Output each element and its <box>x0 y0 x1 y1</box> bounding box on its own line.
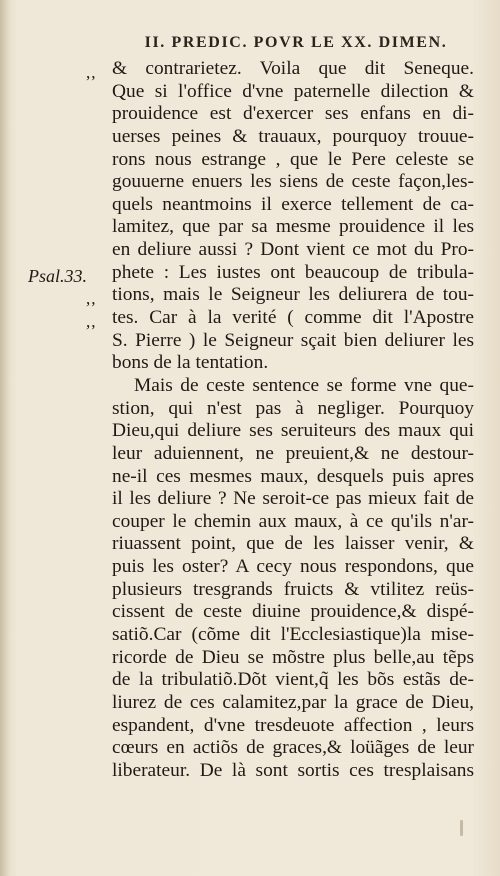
text-line: uerses peines & trauaux, pourquoy trouue- <box>112 125 474 147</box>
text-line: cœurs en actiõs de graces,& loüãges de leur <box>112 737 474 759</box>
text-line: ricorde de Dieu se mõstre plus belle,au tẽps <box>112 646 474 668</box>
quote-mark: ,, <box>86 312 97 331</box>
text-line: liurez de ces calamitez,par la grace de Dieu, <box>112 691 474 713</box>
text-line: prouidence est d'exercer ses enfans en di- <box>112 103 474 125</box>
text-line: tions, mais le Seigneur les deliurera de tou- <box>112 284 474 306</box>
text-line: puis les oster? A cecy nous respondons, que <box>112 556 474 578</box>
paper-mark <box>460 820 463 836</box>
text-line: de la tribulatiõ.Dõt vient,q̃ les bõs estãs de- <box>112 669 474 691</box>
text-line: quels neantmoins il exerce tellement de ca- <box>112 193 474 215</box>
text-line: phete : Les iustes ont beaucoup de tribula- <box>112 261 474 283</box>
quote-mark: ,, <box>86 289 97 308</box>
text-line: ne-il ces mesmes maux, desquels puis apres <box>112 465 474 487</box>
body-text <box>112 58 474 783</box>
text-line: stion, qui n'est pas à negliger. Pourquoy <box>112 397 474 419</box>
text-line: plusieurs tresgrands fruicts & vtilitez reüs- <box>112 578 474 600</box>
text-line: cissent de ceste diuine prouidence,& dispé- <box>112 601 474 623</box>
text-line: riuassent point, que de les laisser venir, & <box>112 533 474 555</box>
text-line: Que si l'office d'vne paternelle dilection & <box>112 80 474 102</box>
text-line: couper le chemin aux maux, à ce qu'ils n'ar- <box>112 510 474 532</box>
gutter-shadow <box>0 0 10 876</box>
text-line: Mais de ceste sentence se forme vne que- <box>134 374 474 396</box>
text-line: espandent, d'vne tresdeuote affection , leurs <box>112 714 474 736</box>
quote-mark: ,, <box>86 63 97 82</box>
text-line: satiõ.Car (cõme dit l'Ecclesiastique)la mise- <box>112 624 474 646</box>
text-line: & contrarietez. Voila que dit Seneque. <box>112 58 474 79</box>
text-line: Dieu,qui deliure ses seruiteurs des maux qui <box>112 420 474 442</box>
text-line: gouuerne enuers les siens de ceste façon,les- <box>112 171 474 193</box>
text-line: S. Pierre ) le Seigneur sçait bien deliurer les <box>112 329 474 351</box>
running-head: II. PREDIC. POVR LE XX. DIMEN. <box>144 34 448 51</box>
margin-note-psalm: Psal.33. <box>28 266 88 286</box>
text-line: tes. Car à la verité ( comme dit l'Apostre <box>112 307 474 329</box>
text-line: en deliure aussi ? Dont vient ce mot du Pro- <box>112 239 474 261</box>
text-line: leur aduiennent, ne preuient,& ne destour- <box>112 442 474 464</box>
text-line: bons de la tentation. <box>112 352 269 374</box>
text-line: il les deliure ? Ne seroit-ce pas mieux fait de <box>112 488 474 510</box>
text-line: lamitez, que par sa mesme prouidence il les <box>112 216 474 238</box>
text-line: liberateur. De là sont sortis ces tresplaisans <box>112 759 474 781</box>
text-line: rons nous estrange , que le Pere celeste se <box>112 148 474 170</box>
